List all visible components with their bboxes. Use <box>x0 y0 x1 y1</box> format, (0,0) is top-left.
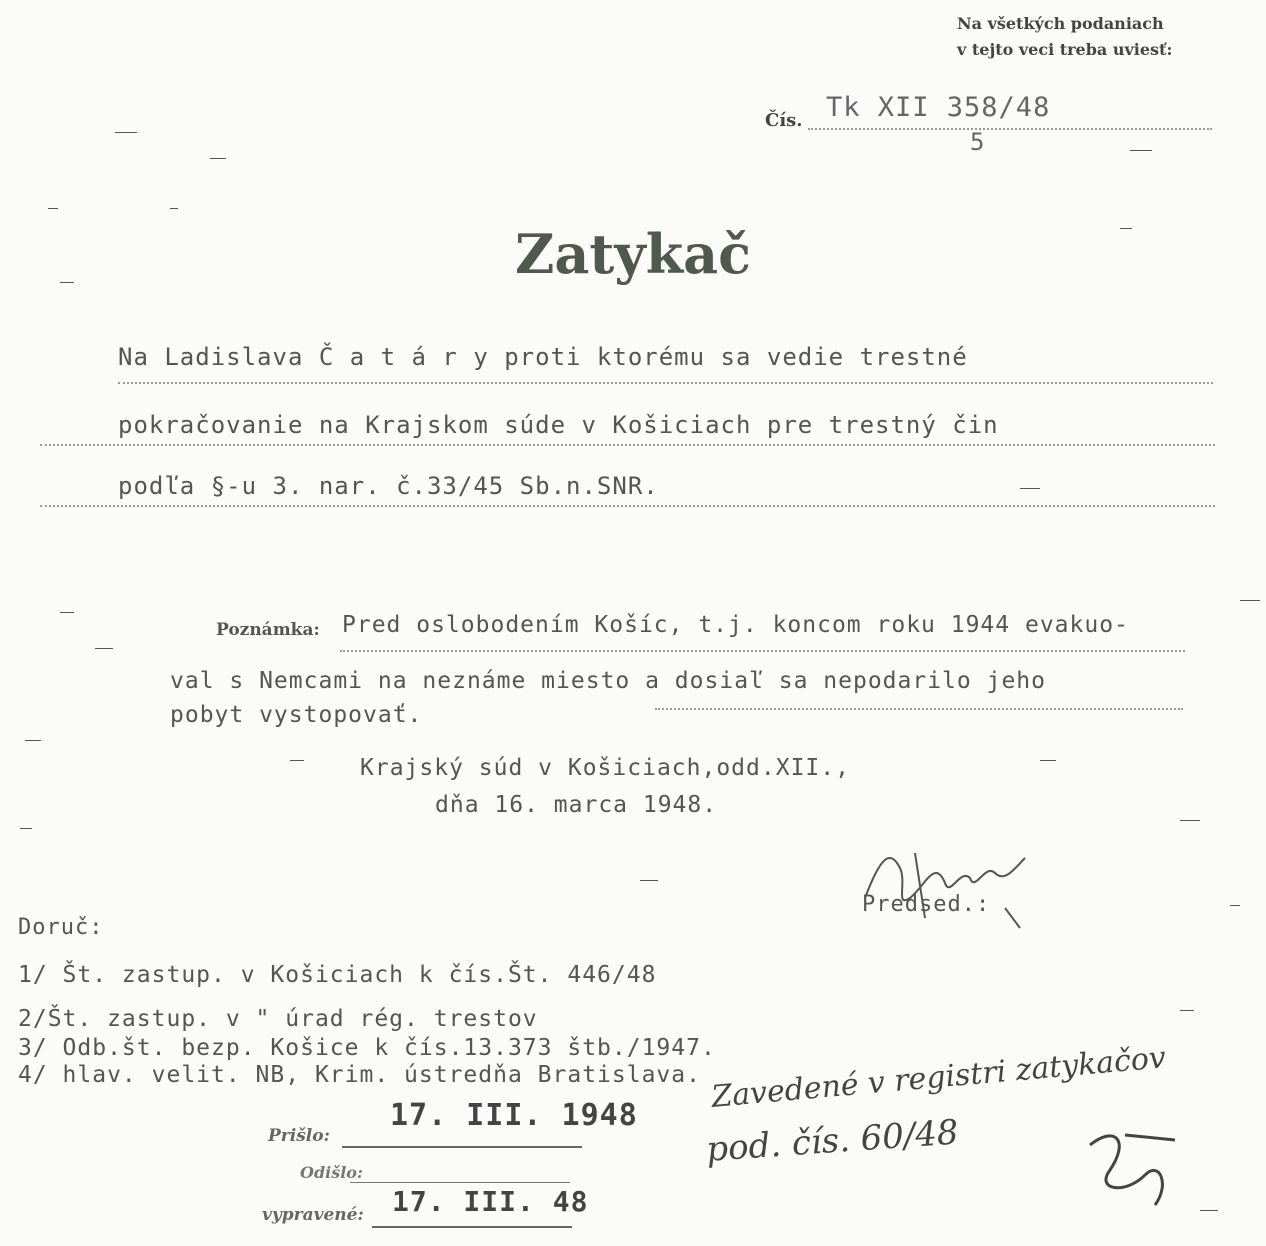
delivery-item-1: 1/ Št. zastup. v Košiciach k čís.Št. 446/48 <box>18 962 657 988</box>
delivery-item-2: 2/Št. zastup. v " úrad rég. trestov <box>18 1006 538 1032</box>
stamp-row2-label: Odišlo: <box>300 1163 363 1182</box>
header-note-line2: v tejto veci treba uviesť: <box>957 40 1173 59</box>
handwritten-initials <box>1075 1115 1185 1215</box>
body-line1-dots <box>118 382 1213 384</box>
reference-sub: 5 <box>970 128 986 156</box>
reference-underline <box>808 128 1212 130</box>
stamp-row1-line <box>342 1146 582 1148</box>
stamp-row3-value: 17. III. 48 <box>392 1185 589 1218</box>
body-line2-dots <box>40 444 1215 446</box>
stamp-row3-label: vypravené: <box>262 1205 364 1225</box>
body-line2: pokračovanie na Krajskom súde v Košiciach pre trestný čin <box>118 411 999 439</box>
body-line3: podľa §-u 3. nar. č.33/45 Sb.n.SNR. <box>118 472 659 500</box>
note-line3-dots <box>655 708 1183 710</box>
note-line1: Pred oslobodením Košíc, t.j. koncom roku 1944 evakuo- <box>342 612 1129 638</box>
court-date: dňa 16. marca 1948. <box>435 792 718 818</box>
note-label: Poznámka: <box>216 620 320 640</box>
handwritten-line2: pod. čís. 60/48 <box>705 1112 960 1170</box>
court-name: Krajský súd v Košiciach,odd.XII., <box>360 755 850 781</box>
delivery-heading: Doruč: <box>18 915 104 940</box>
note-line1-dots <box>340 650 1185 652</box>
stamp-row1-value: 17. III. 1948 <box>390 1098 638 1133</box>
delivery-item-4: 4/ hlav. velit. NB, Krim. ústredňa Bratislava. <box>18 1062 701 1088</box>
handwritten-line1: Zavedené v registri zatykačov <box>710 1040 1168 1115</box>
document-title: Zatykač <box>515 222 752 286</box>
delivery-item-3: 3/ Odb.št. bezp. Košice k čís.13.373 štb./1947. <box>18 1035 716 1061</box>
stamp-row1-label: Prišlo: <box>268 1126 330 1146</box>
body-line1: Na Ladislava Č a t á r y proti ktorému sa vedie trestné <box>118 343 968 371</box>
stamp-row3-line <box>372 1226 572 1228</box>
note-line3: pobyt vystopovať. <box>170 702 423 728</box>
stamp-row2-line <box>350 1182 570 1183</box>
header-note-line1: Na všetkých podaniach <box>957 14 1164 33</box>
reference-number: Tk XII 358/48 <box>826 92 1051 123</box>
note-line2: val s Nemcami na neznáme miesto a dosiaľ sa nepodarilo jeho <box>170 668 1046 694</box>
body-line3-dots <box>40 505 1215 507</box>
reference-label: Čís. <box>765 110 803 131</box>
signature-label: Predsed.: <box>862 892 991 917</box>
